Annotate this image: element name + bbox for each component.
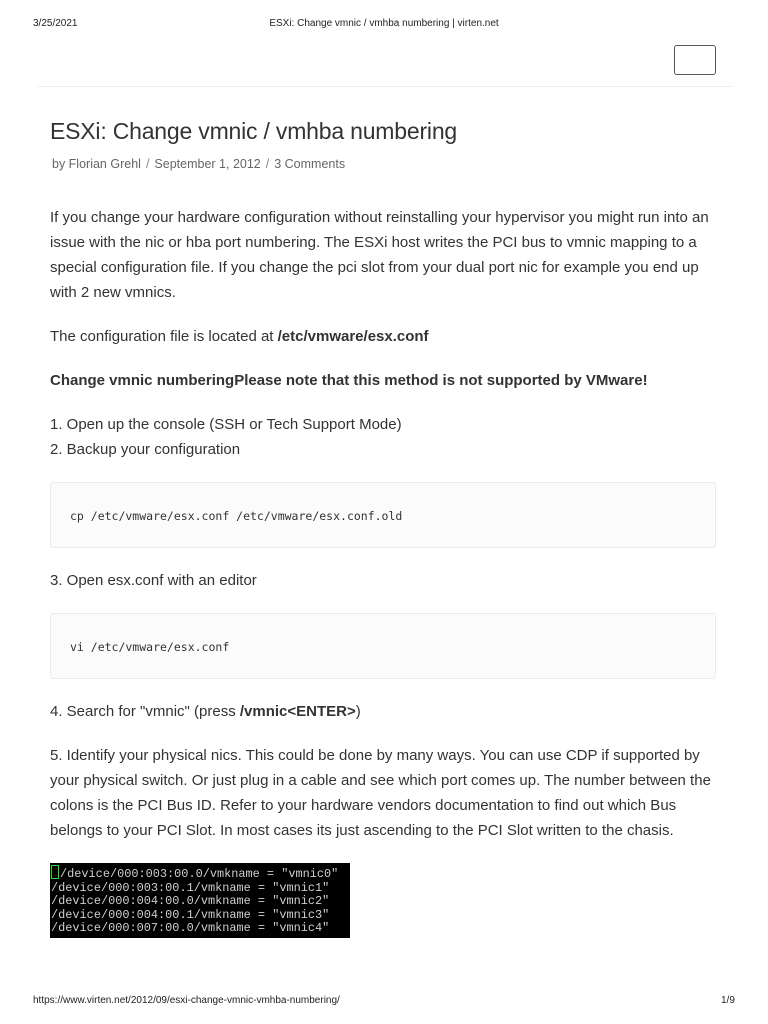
step-1: 1. Open up the console (SSH or Tech Support Mode)	[50, 416, 402, 433]
terminal-line: /device/000:003:00.0/vmkname = "vmnic0"	[60, 867, 339, 881]
terminal-screenshot	[50, 863, 350, 938]
post-author[interactable]: by Florian Grehl	[52, 157, 141, 171]
code-block-backup[interactable]: cp /etc/vmware/esx.conf /etc/vmware/esx.conf.old	[50, 482, 716, 548]
post-content	[50, 205, 722, 938]
meta-separator: /	[145, 157, 150, 171]
step-4	[50, 699, 722, 724]
post-title: ESXi: Change vmnic / vmhba numbering	[50, 118, 458, 144]
step-5: 5. Identify your physical nics. This could be done by many ways. You can use CDP if supported by your physical switch. Or just plug in a cable and see which port comes up. The number between the colons is the PCI Bus ID. Refer to your hardware vendors documentation to find out which Bus belongs to your PCI Slot. In most cases its just ascending to the PCI Slot written to the chasis.	[50, 747, 711, 839]
post-meta	[52, 157, 345, 171]
print-page-title: ESXi: Change vmnic / vmhba numbering | virten.net	[269, 18, 499, 29]
step-3: 3. Open esx.conf with an editor	[50, 572, 257, 589]
print-header	[0, 18, 768, 34]
step-4-prefix: 4. Search for "vmnic" (press	[50, 703, 240, 720]
print-page-number: 1/9	[721, 995, 735, 1006]
terminal-line: /device/000:004:00.1/vmkname = "vmnic3"	[51, 907, 330, 922]
menu-toggle-button[interactable]	[674, 45, 716, 75]
post-date[interactable]: September 1, 2012	[154, 157, 261, 171]
config-prefix: The configuration file is located at	[50, 328, 278, 345]
site-logo[interactable]: Virten.net	[56, 52, 164, 74]
print-date: 3/25/2021	[33, 18, 78, 29]
step-4-suffix: )	[355, 703, 361, 720]
print-url: https://www.virten.net/2012/09/esxi-change-vmnic-vmhba-numbering/	[33, 995, 340, 1006]
intro-paragraph: If you change your hardware configuration without reinstalling your hypervisor you might run into an issue with the nic or hba port numbering. The ESXi host writes the PCI bus to vmnic mapping to a special configuration file. If you change the pci slot from your dual port nic for example you end up with 2 new vmnics.	[50, 209, 709, 301]
site-header	[38, 40, 732, 87]
code-block-editor[interactable]: vi /etc/vmware/esx.conf	[50, 613, 716, 679]
config-location-paragraph	[50, 324, 722, 349]
terminal-line: /device/000:004:00.0/vmkname = "vmnic2"	[51, 894, 330, 909]
terminal-line: /device/000:003:00.1/vmkname = "vmnic1"	[51, 880, 330, 895]
step-4-key: /vmnic<ENTER>	[239, 703, 356, 720]
step-2: 2. Backup your configuration	[50, 441, 241, 458]
post-comments-link[interactable]: 3 Comments	[274, 157, 346, 171]
terminal-line: /device/000:007:00.0/vmkname = "vmnic4"	[51, 921, 330, 936]
config-path: /etc/vmware/esx.conf	[277, 328, 429, 345]
terminal-cursor	[51, 865, 59, 879]
warning-paragraph: Change vmnic numberingPlease note that this method is not supported by VMware!	[50, 372, 648, 389]
meta-separator: /	[265, 157, 270, 171]
